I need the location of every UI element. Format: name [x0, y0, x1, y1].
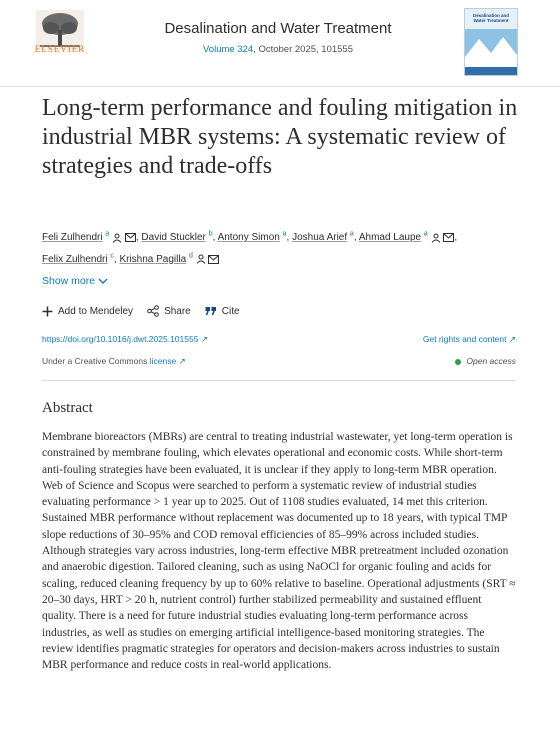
- doi-text: https://doi.org/10.1016/j.dwt.2025.101555: [42, 334, 199, 344]
- person-icon[interactable]: [431, 233, 441, 243]
- affiliation-marker[interactable]: b: [208, 231, 213, 238]
- email-icon[interactable]: [125, 233, 136, 242]
- author-item[interactable]: Feli Zulhendri $^a$ ,: [42, 231, 142, 244]
- author-name[interactable]: Joshua Arief: [292, 232, 348, 244]
- get-rights-link[interactable]: [423, 334, 516, 345]
- license-link-text: license: [149, 356, 177, 366]
- affiliation-marker[interactable]: c: [110, 252, 114, 260]
- open-access-label: Open access: [466, 356, 516, 366]
- affiliation-marker[interactable]: a: [282, 231, 287, 238]
- author-list: [42, 226, 522, 269]
- add-to-mendeley-button[interactable]: [42, 306, 133, 317]
- author-item[interactable]: Antony Simon $^a$,: [217, 231, 290, 244]
- author-name[interactable]: Feli Zulhendri: [42, 232, 103, 244]
- section-divider: [42, 380, 516, 381]
- share-icon: [147, 305, 159, 317]
- email-icon[interactable]: [443, 233, 454, 242]
- affiliation-marker[interactable]: a: [349, 231, 354, 238]
- author-name[interactable]: David Stuckler: [141, 232, 206, 244]
- author-name[interactable]: Antony Simon: [217, 232, 280, 244]
- journal-title[interactable]: Desalination and Water Treatment: [164, 20, 392, 37]
- external-link-icon: ↗: [508, 334, 516, 344]
- cover-title: Desalination and Water Treatment: [472, 13, 509, 23]
- chevron-down-icon: [98, 277, 108, 285]
- author-item[interactable]: Ahmad Laupe $^a$ ,: [358, 231, 458, 244]
- plus-icon: [42, 306, 53, 317]
- author-item[interactable]: Felix Zulhendri $^c$,: [42, 252, 117, 265]
- author-item[interactable]: [119, 254, 219, 265]
- affiliation-marker[interactable]: a: [423, 231, 428, 238]
- volume-link[interactable]: Volume 324: [202, 44, 254, 55]
- journal-cover[interactable]: [464, 8, 518, 76]
- article-title: Long-term performance and fouling mitigation in industrial MBR systems: A systematic review of strategies and trade-offs: [42, 95, 518, 179]
- author-name[interactable]: Krishna Pagilla: [119, 253, 187, 265]
- cite-button[interactable]: [205, 306, 240, 317]
- open-access-dot-icon: [455, 359, 461, 365]
- doi-link[interactable]: [42, 334, 208, 344]
- license-link[interactable]: [150, 356, 186, 366]
- journal-header: [0, 0, 560, 87]
- share-button[interactable]: [147, 305, 191, 317]
- affiliation-marker[interactable]: d: [188, 252, 193, 260]
- affiliation-marker[interactable]: a: [105, 231, 110, 238]
- external-link-icon: ↗: [200, 334, 208, 344]
- publisher-name: ELSEVIER: [34, 44, 86, 54]
- cite-label: Cite: [221, 305, 240, 317]
- quote-icon: [205, 306, 217, 316]
- article-actions: [42, 303, 240, 319]
- external-link-icon: ↗: [178, 356, 186, 366]
- volume-details: , October 2025, 101555: [253, 44, 353, 55]
- doi-row: [42, 334, 516, 348]
- person-icon[interactable]: [196, 254, 206, 264]
- mendeley-label: Add to Mendeley: [58, 305, 134, 317]
- email-icon[interactable]: [208, 255, 219, 264]
- show-more-button[interactable]: [42, 275, 108, 287]
- open-access-badge: [455, 356, 516, 366]
- author-name[interactable]: Ahmad Laupe: [358, 232, 422, 244]
- cover-art: [465, 9, 517, 75]
- rights-text: Get rights and content: [422, 334, 507, 344]
- license-row: [42, 356, 516, 370]
- abstract-heading: Abstract: [42, 400, 93, 416]
- author-name[interactable]: Felix Zulhendri: [42, 253, 108, 265]
- abstract-text: Membrane bioreactors (MBRs) are central to treating industrial wastewater, yet long-term operation is constrained by membrane fouling, which elevates operational and economic costs. While short-term anti-fouling strategies have been evaluated, it is unclear if they apply to long-term MBR operation. Web of Science and Scopus were searched to perform a systematic review of industrial studies evaluating performance > 1 year up to 2025. Out of 1108 studies evaluated, 14 met this criterion. Sustained MBR performance without replacement was documented up to 18 years, with typical TMP slope reductions of 30–95% and COD removal efficiencies of 85–99% across included studies. Although strategies vary across industries, long-term effective MBR pretreatment included ozonation and anaerobic digestion. Tailored cleaning, such as using NaOCl for organic fouling and acids for scaling, reduced cleaning frequency by up to 60% relative to baseline. Operational adjustments (SRT ≈ 20–30 days, HRT > 20 h, nutrient control) further stabilized permeability and sustained effluent quality. There is a need for future industrial studies evaluating long-term performance across industries, as well as studies on emerging artificial intelligence-based monitoring strategies. The review identifies pragmatic strategies for operators and decision-makers across industries to sustain MBR performance and reduce costs in real-world applications.: [42, 431, 516, 672]
- author-item[interactable]: Joshua Arief $^a$,: [292, 231, 357, 244]
- volume-line: [108, 44, 448, 55]
- show-more-label: Show more: [42, 275, 96, 287]
- share-label: Share: [164, 305, 191, 317]
- license-prefix: Under a Creative Commons: [42, 356, 148, 366]
- elsevier-tree-logo[interactable]: [36, 10, 84, 66]
- person-icon[interactable]: [112, 233, 122, 243]
- author-item[interactable]: David Stuckler $^b$,: [141, 231, 216, 244]
